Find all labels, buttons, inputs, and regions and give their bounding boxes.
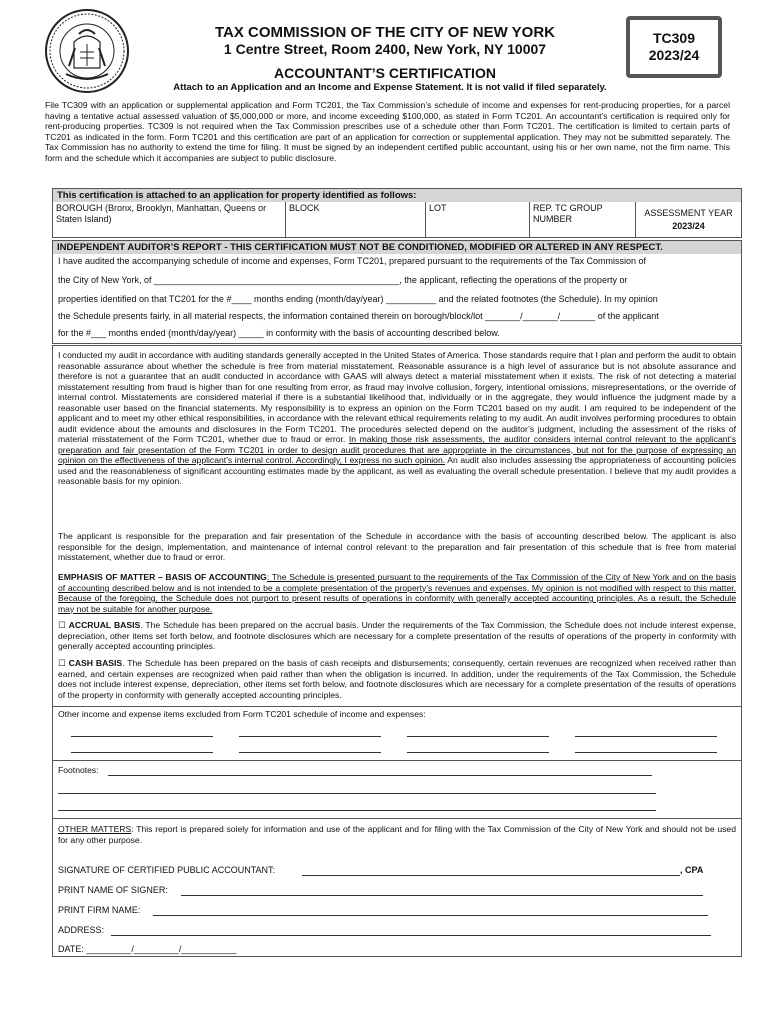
auditor-line-4[interactable]: the Schedule presents fairly, in all material respects, the information contained therein on borough/block/lot _______/_______/_______ of the applicant [58, 311, 659, 321]
divider [53, 706, 741, 707]
divider [53, 818, 741, 819]
audit-paragraph [58, 350, 736, 487]
auditor-report-section [52, 240, 742, 344]
address-line[interactable] [111, 935, 711, 936]
auditor-line-1: I have audited the accompanying schedule of income and expenses, Form TC201, prepared pursuant to the requirements of the Tax Commission of [58, 256, 647, 266]
form-title: ACCOUNTANT’S CERTIFICATION [274, 65, 496, 81]
address-label: ADDRESS: [58, 925, 105, 935]
opinion-section [52, 345, 742, 957]
date-field[interactable]: DATE: _________/_________/___________ [58, 944, 237, 954]
excluded-items-label: Other income and expense items excluded from Form TC201 schedule of income and expenses: [58, 709, 426, 719]
excluded-item-line[interactable] [407, 736, 549, 737]
audit-text-a: I conducted my audit in accordance with auditing standards generally accepted in the United States of America. Those standards require that I plan and perform the audit to obtain reasonable assurance about whether the schedule is free from material misstatement. Reasonable assurance is a high level of assurance but is not absolute assurance and therefore is not a guarantee that an audit conducted in accordance with GAAS will always detect a material misstatement when it exists. The risk of not detecting a material misstatement resulting from fraud is higher than for one resulting from error, as fraud may involve collusion, forgery, intentional omissions, misrepresentations, or the override of internal control. Misstatements are considered material if there is a substantial likelihood that, individually or in the aggregate, they would influence the judgment made by a reasonable user based on the financial statements. My responsibility is to express an opinion on the Form TC201 based on my audit. I am required to be independent of the applicant and to meet my other ethical responsibilities, in accordance with the relevant ethical requirements relating to my audit. An audit involves performing procedures to obtain audit evidence about the amounts and disclosures in the Form TC201. The procedures selected depend on the auditor’s judgment, including the assessment of the risks of material misstatement of the Form TC201, whether due to fraud or error. [58, 350, 736, 444]
accrual-label: ACCRUAL BASIS [68, 620, 141, 630]
excluded-item-line[interactable] [239, 752, 381, 753]
form-id-box [626, 16, 722, 78]
audit-text-underlined: In making those risk assessments, the auditor considers internal control relevant to the applicant’s preparation and fair presentation of the Form TC201 in order to design audit procedures that are appropriate in the circumstances, but not for the purpose of expressing an opinion on the effectiveness of the applicant’s internal control. Accordingly, I express no such opinion. [58, 434, 736, 465]
auditor-line-2[interactable]: the City of New York, of _________________________________________________, the applicant, reflecting the operations of the property or [58, 275, 628, 285]
form-number: TC309 [652, 30, 696, 46]
attach-note: Attach to an Application and an Income and Expense Statement. It is not valid if filed separately. [173, 82, 607, 93]
footnote-line[interactable] [108, 775, 652, 776]
other-matters-label: OTHER MATTERS [58, 824, 132, 834]
footnote-line[interactable] [58, 793, 656, 794]
footnotes-label: Footnotes: [58, 765, 99, 775]
cash-text: . The Schedule has been prepared on the basis of cash receipts and disbursements; consequently, certain revenues are recognized when received rather than earned, and certain expenses are recognized when paid rather than when the obligation is incurred. In addition, under the requirements of the Tax Commission, the Schedule does not include interest expense, depreciation, other items set forth below, and footnote disclosures which are necessary for a complete presentation of the results of operations of the property in conformity with generally accepted accounting principles. [58, 658, 736, 700]
cash-paragraph [58, 658, 736, 700]
form-year: 2023/24 [648, 47, 700, 63]
excluded-item-line[interactable] [71, 736, 213, 737]
signature-line[interactable] [302, 875, 680, 876]
assessment-year-value: 2023/24 [672, 221, 705, 231]
assessment-year-cell [635, 202, 741, 238]
property-section [52, 188, 742, 238]
signature-label: SIGNATURE OF CERTIFIED PUBLIC ACCOUNTANT: [58, 865, 276, 875]
accrual-checkbox[interactable]: ☐ [58, 620, 66, 630]
cash-label: CASH BASIS [68, 658, 123, 668]
cpa-suffix: , CPA [680, 865, 704, 875]
auditor-heading: INDEPENDENT AUDITOR’S REPORT - THIS CERTIFICATION MUST NOT BE CONDITIONED, MODIFIED OR ALTERED IN ANY RESPECT. [53, 241, 741, 254]
property-heading: This certification is attached to an application for property identified as follows: [53, 189, 741, 202]
intro-text: File TC309 with an application or supplemental application and Form TC201, the Tax Commission’s schedule of income and expenses for rent-producing properties, for a parcel having a tentative actual assessed valuation of $5,000,000 or more, and income exceeding $100,000, as stated in Form TC201. An accountant’s certification is required only for rent-producing properties. TC309 is not required when the Tax Commission prescribes use of a schedule other than Form TC201. The certification is limited to certain parts of TC201 as indicated in the form. Form TC201 and this certification are part of an application for correction or supplemental application. They may not be submitted separately. The Tax Commission has no authority to extend the time for filing. It must be signed by an independent certified public accountant, using his or her own name, not the firm name. This form and the schedule which it accompanies are subject to public disclosure. [45, 100, 730, 163]
excluded-item-line[interactable] [575, 752, 717, 753]
excluded-item-line[interactable] [407, 752, 549, 753]
auditor-line-3[interactable]: properties identified on that TC201 for the #____ months ending (month/day/year) __________ and the related footnotes (the Schedule). In my opinion [58, 294, 658, 304]
agency-address: 1 Centre Street, Room 2400, New York, NY 10007 [223, 41, 547, 57]
rep-group-field[interactable]: REP. TC GROUP NUMBER [529, 202, 635, 238]
signer-name-line[interactable] [181, 895, 703, 896]
borough-field[interactable]: BOROUGH (Bronx, Brooklyn, Manhattan, Queens or Staten Island) [56, 203, 267, 224]
agency-name: TAX COMMISSION OF THE CITY OF NEW YORK [214, 24, 555, 41]
excluded-item-line[interactable] [575, 736, 717, 737]
footnote-line[interactable] [58, 810, 656, 811]
audit-text-b: An audit also includes assessing the appropriateness of accounting policies used and the reasonableness of significant accounting estimates made by the applicant, as well as evaluating the overall schedule presentation. I believe that my audit provides a reasonable basis for my opinion. [58, 455, 736, 486]
excluded-item-line[interactable] [239, 736, 381, 737]
signer-name-label: PRINT NAME OF SIGNER: [58, 885, 168, 895]
firm-name-line[interactable] [153, 915, 708, 916]
emphasis-paragraph [58, 572, 736, 614]
lot-field[interactable]: LOT [425, 202, 529, 238]
divider [53, 760, 741, 761]
cash-checkbox[interactable]: ☐ [58, 658, 66, 668]
firm-name-label: PRINT FIRM NAME: [58, 905, 141, 915]
accrual-paragraph [58, 620, 736, 652]
emphasis-text: : The Schedule is presented pursuant to the requirements of the Tax Commission of the City of New York and on the basis of accounting described below and is not intended to be a complete presentation of the property’s revenues and expenses. My opinion is not modified with respect to this matter. Because of the foregoing, the Schedule does not purport to present results of operations in conformity with generally accepted accounting principles. As a result, the Schedule may not be suitable for another purpose. [58, 572, 736, 614]
assessment-year-label: ASSESSMENT YEAR [644, 208, 733, 218]
excluded-item-line[interactable] [71, 752, 213, 753]
block-field[interactable]: BLOCK [285, 202, 425, 238]
other-matters-paragraph [58, 824, 736, 845]
responsibility-paragraph: The applicant is responsible for the preparation and fair presentation of the Schedule in accordance with the basis of accounting described below. The applicant is also responsible for the design, implementation, and maintenance of internal control relevant to the preparation and fair presentation of this schedule that is free from material misstatement, whether due to fraud or error. [58, 531, 736, 562]
nyc-seal-icon [44, 8, 130, 94]
other-matters-text: : This report is prepared solely for information and use of the applicant and for filing with the Tax Commission of the City of New York and should not be used for any other purpose. [58, 824, 736, 845]
accrual-text: . The Schedule has been prepared on the accrual basis. Under the requirements of the Tax Commission, the Schedule does not include interest expense, depreciation, other items set forth below, and footnote disclosures which are necessary for a complete presentation of the results of operations of the property in conformity with generally accepted accounting principles. [58, 620, 737, 651]
auditor-line-5[interactable]: for the #___ months ended (month/day/year) _____ in conformity with the basis of accounting described below. [58, 328, 500, 338]
emphasis-label: EMPHASIS OF MATTER – BASIS OF ACCOUNTING [58, 572, 267, 582]
